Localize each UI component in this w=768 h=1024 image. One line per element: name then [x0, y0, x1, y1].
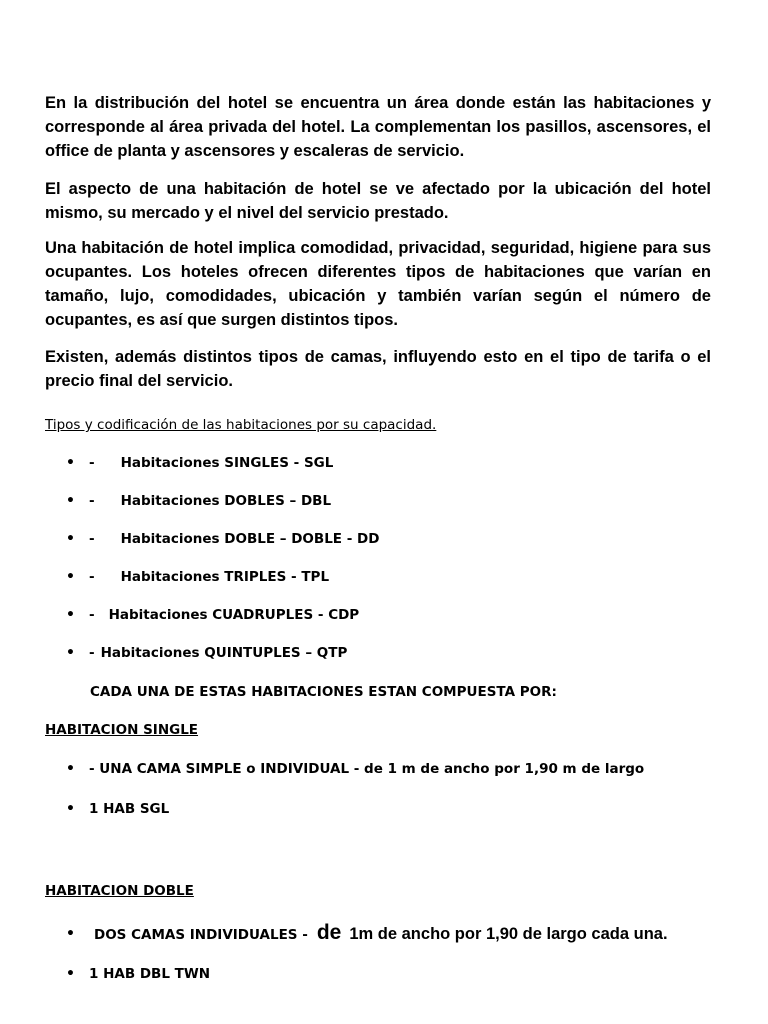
bullet-icon: • [66, 645, 75, 661]
dash: - [89, 493, 95, 509]
double-item-beds [94, 921, 668, 945]
composed-note: CADA UNA DE ESTAS HABITACIONES ESTAN COMPUESTA POR: [90, 684, 557, 700]
double-heading: HABITACION DOBLE [45, 883, 194, 899]
single-heading: HABITACION SINGLE [45, 722, 199, 738]
bullet-icon: • [66, 531, 75, 547]
type-label: Habitaciones CUADRUPLES - CDP [108, 607, 360, 623]
list-item [89, 493, 331, 509]
dash: - [89, 645, 95, 661]
list-item [89, 455, 333, 471]
types-heading: Tipos y codificación de las habitaciones por su capacidad. [45, 417, 437, 433]
bullet-icon: • [66, 569, 75, 585]
intro-paragraph-1: En la distribución del hotel se encuentra un área donde están las habitaciones y corresponde al área privada del hotel. La complementan los pasillos, ascensores, el office de planta y ascensores y escaleras de servicio. [45, 94, 711, 160]
type-label: Habitaciones DOBLE – DOBLE - DD [120, 531, 380, 547]
list-item [89, 607, 359, 623]
bullet-icon: • [66, 966, 75, 982]
type-label: Habitaciones TRIPLES - TPL [120, 569, 330, 585]
list-item [89, 645, 347, 661]
type-label: Habitaciones SINGLES - SGL [120, 455, 334, 471]
double-item-de: de [316, 921, 342, 944]
list-item [89, 531, 379, 547]
intro-paragraph-2: El aspecto de una habitación de hotel se ve afectado por la ubicación del hotel mismo, su mercado y el nivel del servicio prestado. [45, 180, 711, 222]
double-item-rest: 1m de ancho por 1,90 de largo cada una. [349, 925, 668, 943]
type-label: Habitaciones DOBLES – DBL [120, 493, 332, 509]
single-item-code: 1 HAB SGL [89, 801, 170, 817]
list-item [89, 569, 329, 585]
double-item-code: 1 HAB DBL TWN [89, 966, 211, 982]
bullet-icon: • [66, 455, 75, 471]
bullet-icon: • [66, 926, 75, 942]
intro-paragraph-4: Existen, además distintos tipos de camas, influyendo esto en el tipo de tarifa o el precio final del servicio. [45, 348, 711, 390]
dash: - [89, 569, 95, 585]
single-item-bed: - UNA CAMA SIMPLE o INDIVIDUAL - de 1 m de ancho por 1,90 m de largo [89, 761, 645, 777]
dash: - [89, 607, 95, 623]
bullet-icon: • [66, 801, 75, 817]
dash: - [89, 455, 95, 471]
bullet-icon: • [66, 607, 75, 623]
dash: - [89, 531, 95, 547]
bullet-icon: • [66, 761, 75, 777]
type-label: Habitaciones QUINTUPLES – QTP [100, 645, 348, 661]
bullet-icon: • [66, 493, 75, 509]
intro-paragraph-3: Una habitación de hotel implica comodidad, privacidad, seguridad, higiene para sus ocupantes. Los hoteles ofrecen diferentes tipos de habitaciones que varían en tamaño, lujo, comodidades, ubicación y también varían según el número de ocupantes, es así que surgen distintos tipos. [45, 239, 711, 329]
double-item-prefix: DOS CAMAS INDIVIDUALES - [94, 927, 308, 943]
